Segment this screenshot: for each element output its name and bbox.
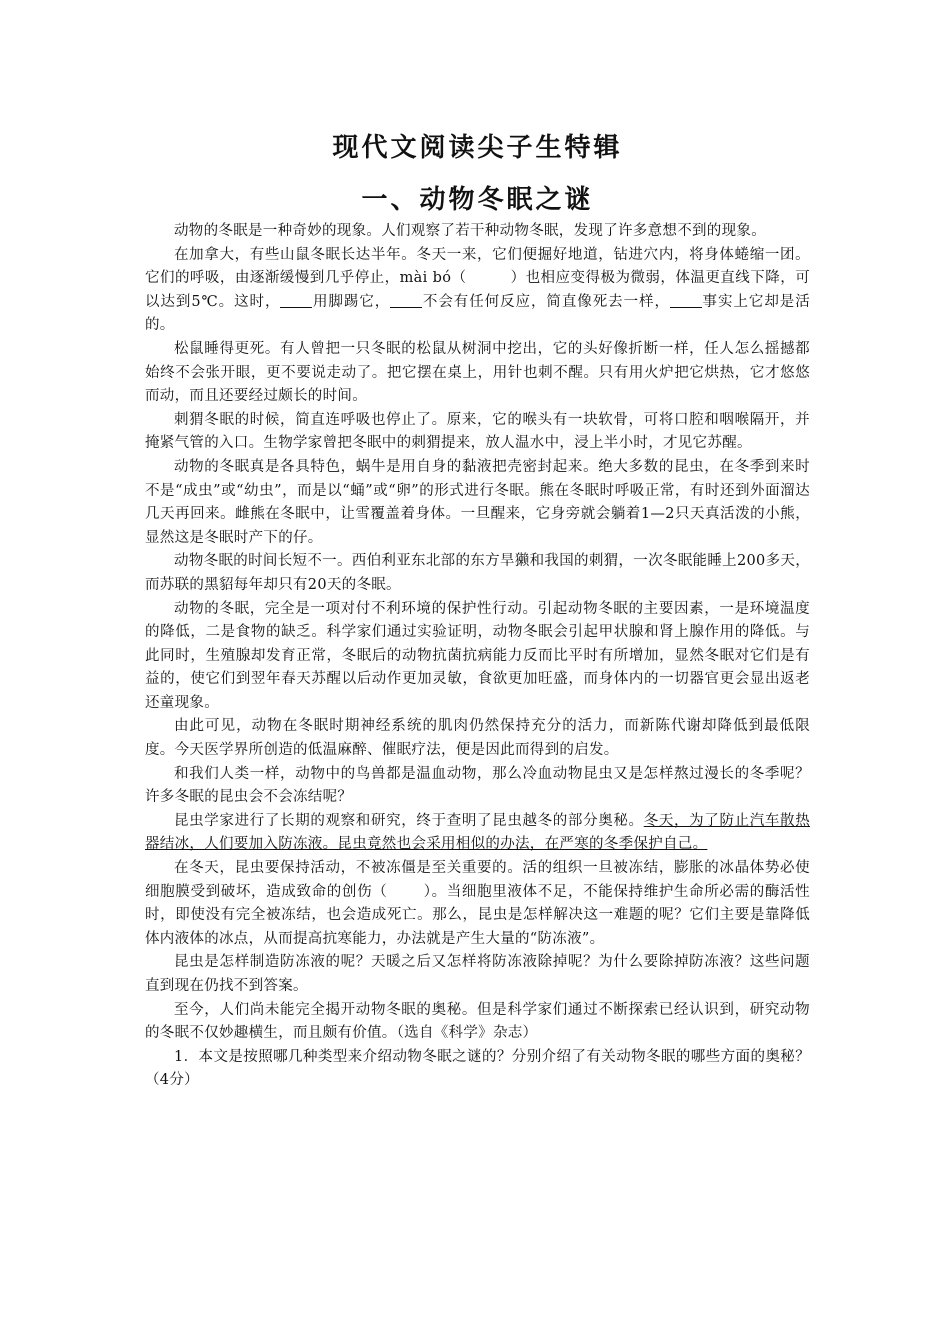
paragraph-2-text-b: ）也相应变得极为微弱，体温更直线下降，可以达到5℃。这时， xyxy=(145,270,810,310)
fill-blank-2[interactable] xyxy=(390,292,422,308)
paragraph-11-text-b: ）。当细胞里液体不足，不能保持维护生命所必需的酶活性时，即使没有完全被冻结，也会造成死亡。那么，昆虫是怎样解决这一难题的呢？它们主要是靠降低体内液体的冰点，从而提高抗寒能力，办法就是产生大量的“防冻液”。 xyxy=(145,883,810,947)
fill-blank-1[interactable] xyxy=(280,292,312,308)
question-1: 1．本文是按照哪几种类型来介绍动物冬眠之谜的？分别介绍了有关动物冬眠的哪些方面的奥秘？（4分） xyxy=(145,1048,810,1089)
paragraph-6: 动物冬眠的时间长短不一。西伯利亚东北部的东方旱獭和我国的刺猬，一次冬眠能睡上200多天，而苏联的黑貂每年却只有20天的冬眠。 xyxy=(145,553,810,593)
paragraph-12: 昆虫是怎样制造防冻液的呢？天暖之后又怎样将防冻液除掉呢？为什么要除掉防冻液？这些问题直到现在仍找不到答案。 xyxy=(145,954,810,994)
fill-blank-3[interactable] xyxy=(670,292,702,308)
paragraph-5: 动物的冬眠真是各具特色，蜗牛是用自身的黏液把壳密封起来。绝大多数的昆虫，在冬季到来时不是“成虫”或“幼虫”，而是以“蛹”或“卵”的形式进行冬眠。熊在冬眠时呼吸正常，有时还到外面溜达几天再回来。雌熊在冬眠中，让雪覆盖着身体。一旦醒来，它身旁就会躺着1—2只天真活泼的小熊，显然这是冬眠时产下的仔。 xyxy=(145,458,810,546)
paragraph-2 xyxy=(145,244,810,338)
page-title: 现代文阅读尖子生特辑 xyxy=(332,133,623,163)
paragraph-4: 刺猬冬眠的时候，简直连呼吸也停止了。原来，它的喉头有一块软骨，可将口腔和咽喉隔开，并掩紧气管的入口。生物学家曾把冬眠中的刺猬提来，放人温水中，浸上半小时，才见它苏醒。 xyxy=(145,411,810,452)
paragraph-2-text-e: 事实上它却是活的。 xyxy=(145,293,810,334)
paragraph-3: 松鼠睡得更死。有人曾把一只冬眠的松鼠从树洞中挖出，它的头好像折断一样，任人怎么摇撼都始终不会张开眼，更不要说走动了。把它摆在桌上，用针也刺不醒。只有用火炉把它烘热，它才悠悠而动，而且还要经过颇长的时间。 xyxy=(145,340,810,405)
underlined-sentence: 冬天，为了防止汽车散热器结冰，人们要加入防冻液。昆虫竟然也会采用相似的办法，在严寒的冬季保护自己。 xyxy=(145,812,810,853)
document-page xyxy=(145,128,810,1093)
paragraph-8: 由此可见，动物在冬眠时期神经系统的肌肉仍然保持充分的活力，而新陈代谢却降低到最低限度。今天医学界所创造的低温麻醉、催眠疗法，便是因此而得到的启发。 xyxy=(145,718,810,759)
article-title: 一、动物冬眠之谜 xyxy=(361,185,594,215)
paragraph-9: 和我们人类一样，动物中的鸟兽都是温血动物，那么冷血动物昆虫又是怎样熬过漫长的冬季呢？许多冬眠的昆虫会不会冻结呢？ xyxy=(145,765,810,806)
paragraph-2-text-c: 用脚踢它， xyxy=(312,293,391,310)
paragraph-11-text-a: 在冬天，昆虫要保持活动，不被冻僵是至关重要的。活的组织一旦被冻结，膨胀的冰晶体势必使细胞膜受到破坏，造成致命的创伤（ xyxy=(145,860,810,900)
paragraph-7: 动物的冬眠，完全是一项对付不利环境的保护性行动。引起动物冬眠的主要因素，一是环境温度的降低，二是食物的缺乏。科学家们通过实验证明，动物冬眠会引起甲状腺和肾上腺作用的降低。与此同时，生殖腺却发育正常，冬眠后的动物抗菌抗病能力反而比平时有所增加，显然冬眠对它们是有益的，使它们到翌年春天苏醒以后动作更加灵敏，食欲更加旺盛，而身体内的一切器官更会显出返老还童现象。 xyxy=(145,600,810,711)
paragraph-10-text-a: 昆虫学家进行了长期的观察和研究，终于查明了昆虫越冬的部分奥秘。 xyxy=(174,812,644,829)
paragraph-11 xyxy=(145,857,810,951)
paragraph-1: 动物的冬眠是一种奇妙的现象。人们观察了若干种动物冬眠，发现了许多意想不到的现象。 xyxy=(174,223,766,239)
paragraph-2-text-a: 在加拿大，有些山鼠冬眠长达半年。冬天一来，它们便掘好地道，钻进穴内，将身体蜷缩一团。它们的呼吸，由逐渐缓慢到几乎停止，mài bó（ xyxy=(145,246,810,287)
paragraph-10 xyxy=(145,810,810,857)
paragraph-13: 至今，人们尚未能完全揭开动物冬眠的奥秘。但是科学家们通过不断探索已经认识到，研究动物的冬眠不仅妙趣横生，而且颇有价值。（选自《科学》杂志） xyxy=(145,1001,810,1042)
paragraph-2-text-d: 不会有任何反应，简直像死去一样， xyxy=(422,293,670,310)
